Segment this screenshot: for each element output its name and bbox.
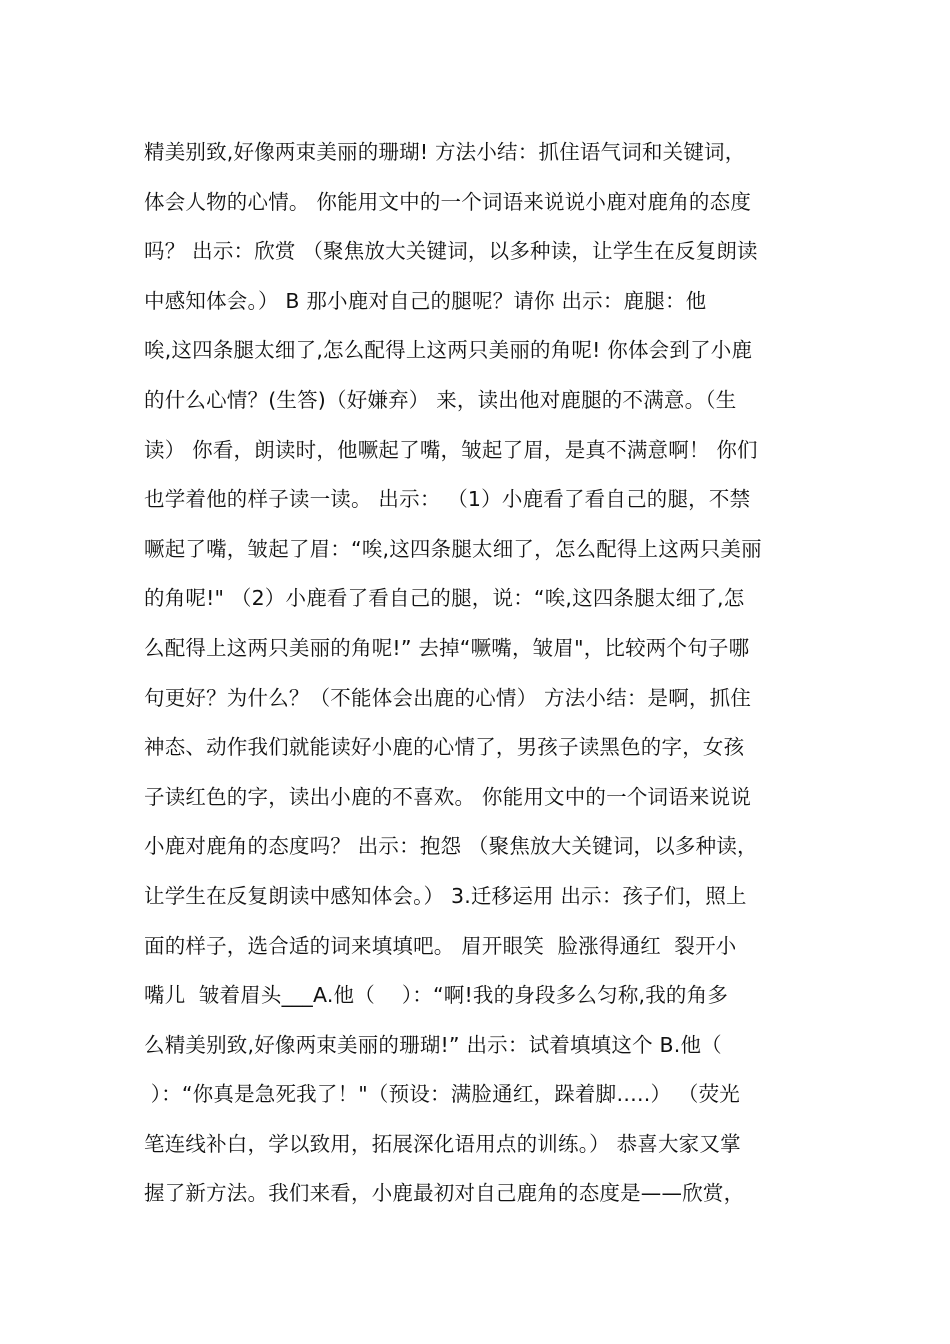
text-line-10: 的角呢!" （2）小鹿看了看自己的腿，说：“唉,这四条腿太细了,怎 bbox=[144, 586, 745, 611]
text-line-16: 让学生在反复朗读中感知体会。） 3.迁移运用 出示：孩子们，照上 bbox=[144, 883, 747, 908]
text-line-18: 嘴儿 皱着眉头___A.他（ ）：“啊!我的身段多么匀称,我的角多 bbox=[144, 983, 729, 1008]
text-line-1: 精美别致,好像两束美丽的珊瑚! 方法小结：抓住语气词和关键词， bbox=[144, 140, 746, 164]
text-line-7: 读） 你看，朗读时，他噘起了嘴，皱起了眉，是真不满意啊！ 你们 bbox=[144, 437, 758, 462]
text-line-14: 子读红色的字，读出小鹿的不喜欢。 你能用文中的一个词语来说说 bbox=[144, 784, 752, 809]
text-line-19: 么精美别致,好像两束美丽的珊瑚!” 出示：试着填填这个 B.他（ bbox=[144, 1032, 722, 1057]
text-line-4: 中感知体会。） B 那小鹿对自己的腿呢？请你 出示：鹿腿：他 bbox=[144, 288, 707, 313]
text-line-2: 体会人物的心情。 你能用文中的一个词语来说说小鹿对鹿角的态度 bbox=[144, 189, 752, 214]
text-line-20: ）：“你真是急死我了！"（预设：满脸通红，跺着脚…..） （荧光 bbox=[144, 1082, 740, 1107]
text-line-15: 小鹿对鹿角的态度吗？ 出示：抱怨 （聚焦放大关键词，以多种读， bbox=[144, 834, 758, 859]
text-line-3: 吗？ 出示：欣赏 （聚焦放大关键词，以多种读，让学生在反复朗读 bbox=[144, 239, 758, 264]
text-line-13: 神态、动作我们就能读好小鹿的心情了，男孩子读黑色的字，女孩 bbox=[144, 735, 745, 760]
text-line-9: 噘起了嘴，皱起了眉：“唉,这四条腿太细了，怎么配得上这两只美丽 bbox=[144, 536, 762, 561]
text-line-12: 句更好？为什么？（不能体会出鹿的心情） 方法小结：是啊，抓住 bbox=[144, 685, 752, 710]
text-line-8: 也学着他的样子读一读。 出示： （1）小鹿看了看自己的腿，不禁 bbox=[144, 487, 751, 512]
text-line-17: 面的样子，选合适的词来填填吧。 眉开眼笑 脸涨得通红 裂开小 bbox=[144, 933, 737, 958]
text-line-6: 的什么心情？(生答)（好嫌弃） 来，读出他对鹿腿的不满意。（生 bbox=[144, 387, 737, 412]
body-text bbox=[144, 128, 814, 1219]
text-line-21: 笔连线补白，学以致用，拓展深化语用点的训练。） 恭喜大家又掌 bbox=[144, 1131, 741, 1156]
text-line-11: 么配得上这两只美丽的角呢!” 去掉“噘嘴，皱眉"，比较两个句子哪 bbox=[144, 635, 750, 660]
text-line-22: 握了新方法。我们来看，小鹿最初对自己鹿角的态度是——欣赏， bbox=[144, 1181, 745, 1206]
text-line-5: 唉,这四条腿太细了,怎么配得上这两只美丽的角呢! 你体会到了小鹿 bbox=[144, 338, 753, 363]
